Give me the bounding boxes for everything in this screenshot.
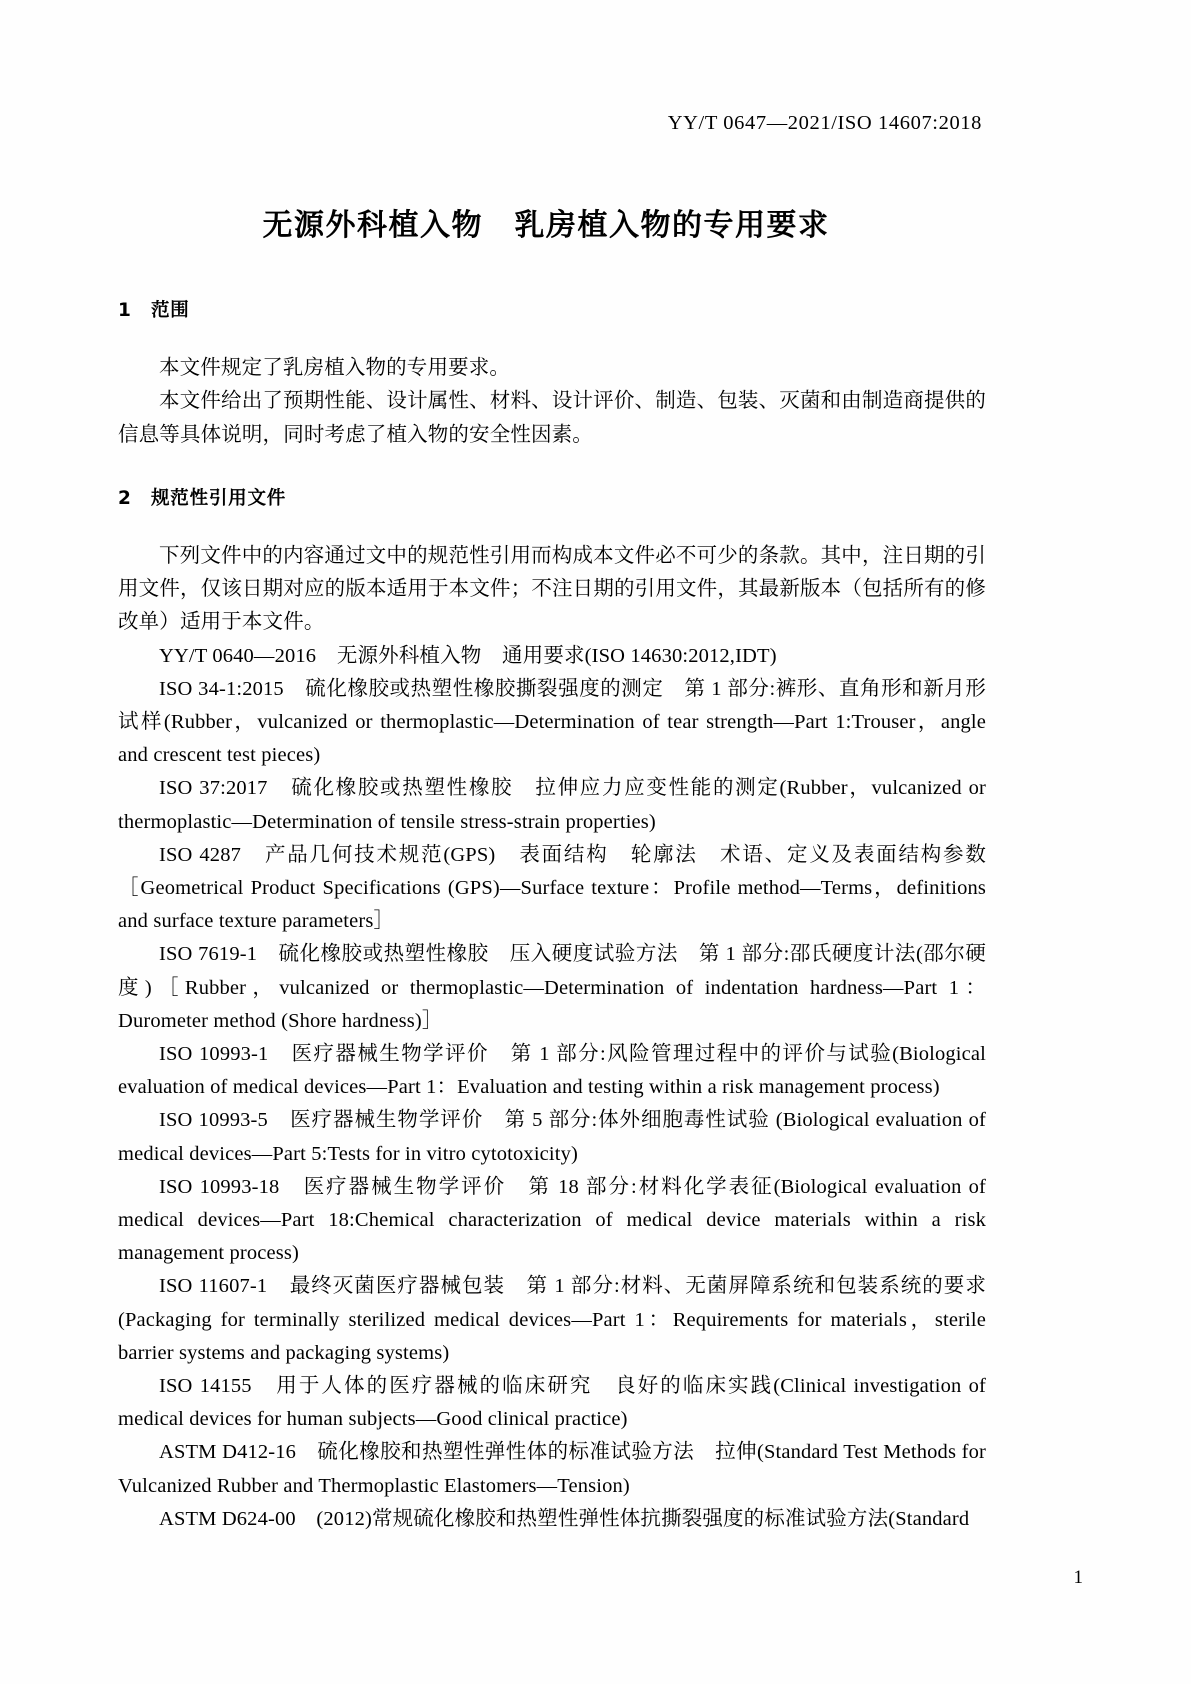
reference-entry: ASTM D412-16 硫化橡胶和热塑性弹性体的标准试验方法 拉伸(Standard Test Methods for Vulcanized Rubber and Thermoplastic Elastomers—Tension) (118, 1441, 986, 1497)
spacer (118, 452, 986, 488)
reference-entry: ISO 10993-18 医疗器械生物学评价 第 18 部分:材料化学表征(Biological evaluation of medical devices—Part 18:Chemical characterization of medical device materials within a risk management process) (118, 1175, 986, 1265)
clause-1-paragraph-1: 本文件规定了乳房植入物的专用要求。 (159, 357, 511, 380)
reference-entry: ISO 7619-1 硫化橡胶或热塑性橡胶 压入硬度试验方法 第 1 部分:邵氏硬度计法(邵尔硬度)［Rubber，vulcanized or thermoplastic—Determination of indentation hardness—Part 1：Durometer method (Shore hardness)］ (118, 943, 987, 1032)
reference-entry: YY/T 0640—2016 无源外科植入物 通用要求(ISO 14630:2012,IDT) (159, 644, 777, 667)
reference-entry: ISO 37:2017 硫化橡胶或热塑性橡胶 拉伸应力应变性能的测定(Rubber，vulcanized or thermoplastic—Determination of tensile stress-strain properties) (118, 777, 986, 833)
clause-2-paragraph-1: 下列文件中的内容通过文中的规范性引用而构成本文件必不可少的条款。其中，注日期的引用文件，仅该日期对应的版本适用于本文件；不注日期的引用文件，其最新版本（包括所有的修改单）适用于本文件。 (118, 544, 986, 634)
clause-heading-1: 1 范围 (118, 300, 190, 321)
page-title: 无源外科植入物 乳房植入物的专用要求 (262, 208, 830, 243)
clause-heading-2: 2 规范性引用文件 (118, 487, 287, 509)
reference-entry: ISO 11607-1 最终灭菌医疗器械包装 第 1 部分:材料、无菌屏障系统和包装系统的要求(Packaging for terminally sterilized medical devices—Part 1：Requirements for materials，sterile barrier systems and packaging systems) (118, 1275, 986, 1364)
running-header: YY/T 0647—2021/ISO 14607:2018 (667, 112, 982, 134)
spacer (118, 510, 986, 540)
reference-entry: ISO 34-1:2015 硫化橡胶或热塑性橡胶撕裂强度的测定 第 1 部分:裤形、直角形和新月形试样(Rubber，vulcanized or thermoplastic—Determination of tear strength—Part 1:Trouser，angle and crescent test pieces) (118, 677, 986, 767)
reference-entry: ASTM D624-00 (2012)常规硫化橡胶和热塑性弹性体抗撕裂强度的标准试验方法(Standard (159, 1507, 970, 1530)
document-body (118, 300, 986, 1536)
reference-entry: ISO 10993-1 医疗器械生物学评价 第 1 部分:风险管理过程中的评价与试验(Biological evaluation of medical devices—Part 1：Evaluation and testing within a risk management process) (118, 1043, 986, 1099)
reference-entry: ISO 4287 产品几何技术规范(GPS) 表面结构 轮廓法 术语、定义及表面结构参数［Geometrical Product Specifications (GPS)—Surface texture：Profile method—Terms，definitions and surface texture parameters］ (118, 843, 986, 933)
spacer (118, 322, 986, 352)
page-number: 1 (1073, 1567, 1083, 1588)
clause-1-paragraph-2: 本文件给出了预期性能、设计属性、材料、设计评价、制造、包装、灭菌和由制造商提供的信息等具体说明，同时考虑了植入物的安全性因素。 (118, 390, 986, 446)
reference-entry: ISO 14155 用于人体的医疗器械的临床研究 良好的临床实践(Clinical investigation of medical devices for human subjects—Good clinical practice) (118, 1375, 986, 1431)
reference-entry: ISO 10993-5 医疗器械生物学评价 第 5 部分:体外细胞毒性试验 (Biological evaluation of medical devices—Part 5:Tests for in vitro cytotoxicity) (118, 1109, 986, 1165)
